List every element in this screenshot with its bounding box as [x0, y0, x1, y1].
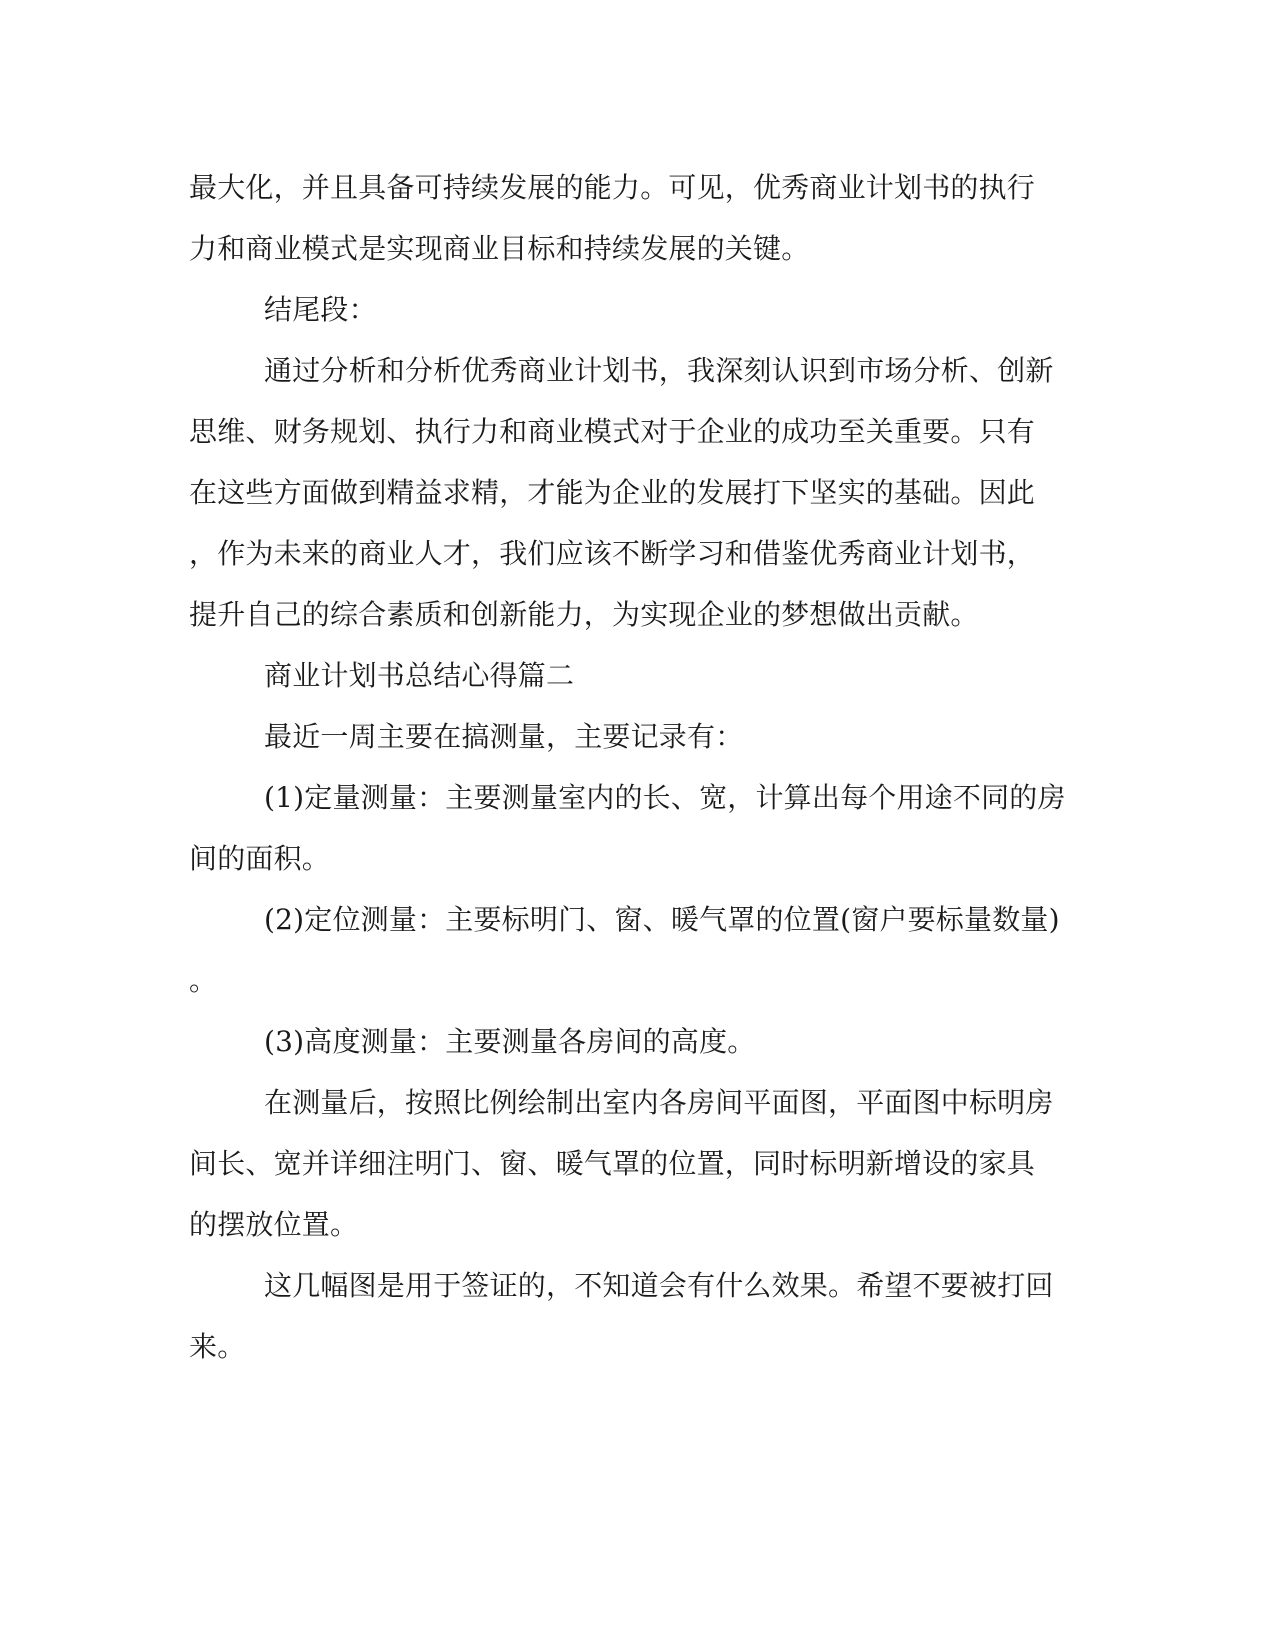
text-line: 在测量后，按照比例绘制出室内各房间平面图，平面图中标明房 — [264, 1086, 1054, 1119]
text-line: 。 — [189, 964, 218, 997]
section-heading: 结尾段： — [264, 293, 377, 326]
text-line: 力和商业模式是实现商业目标和持续发展的关键。 — [189, 232, 810, 265]
text-line: (3)高度测量：主要测量各房间的高度。 — [264, 1025, 756, 1058]
text-line: 最大化，并且具备可持续发展的能力。可见，优秀商业计划书的执行 — [189, 171, 1036, 204]
text-line: 来。 — [189, 1330, 246, 1363]
text-line: (2)定位测量：主要标明门、窗、暖气罩的位置(窗户要标量数量) — [264, 903, 1060, 936]
text-line: 这几幅图是用于签证的，不知道会有什么效果。希望不要被打回 — [264, 1269, 1054, 1302]
section-heading: 商业计划书总结心得篇二 — [264, 659, 575, 692]
text-line: 最近一周主要在搞测量，主要记录有： — [264, 720, 744, 753]
text-line: 的摆放位置。 — [189, 1208, 359, 1241]
text-line: 间长、宽并详细注明门、窗、暖气罩的位置，同时标明新增设的家具 — [189, 1147, 1036, 1180]
text-line: 提升自己的综合素质和创新能力，为实现企业的梦想做出贡献。 — [189, 598, 979, 631]
text-line: ，作为未来的商业人才，我们应该不断学习和借鉴优秀商业计划书， — [189, 537, 1036, 570]
text-line: 间的面积。 — [189, 842, 331, 875]
text-line: (1)定量测量：主要测量室内的长、宽，计算出每个用途不同的房 — [264, 781, 1066, 814]
text-line: 在这些方面做到精益求精，才能为企业的发展打下坚实的基础。因此 — [189, 476, 1036, 509]
text-line: 思维、财务规划、执行力和商业模式对于企业的成功至关重要。只有 — [189, 415, 1036, 448]
text-line: 通过分析和分析优秀商业计划书，我深刻认识到市场分析、创新 — [264, 354, 1054, 387]
